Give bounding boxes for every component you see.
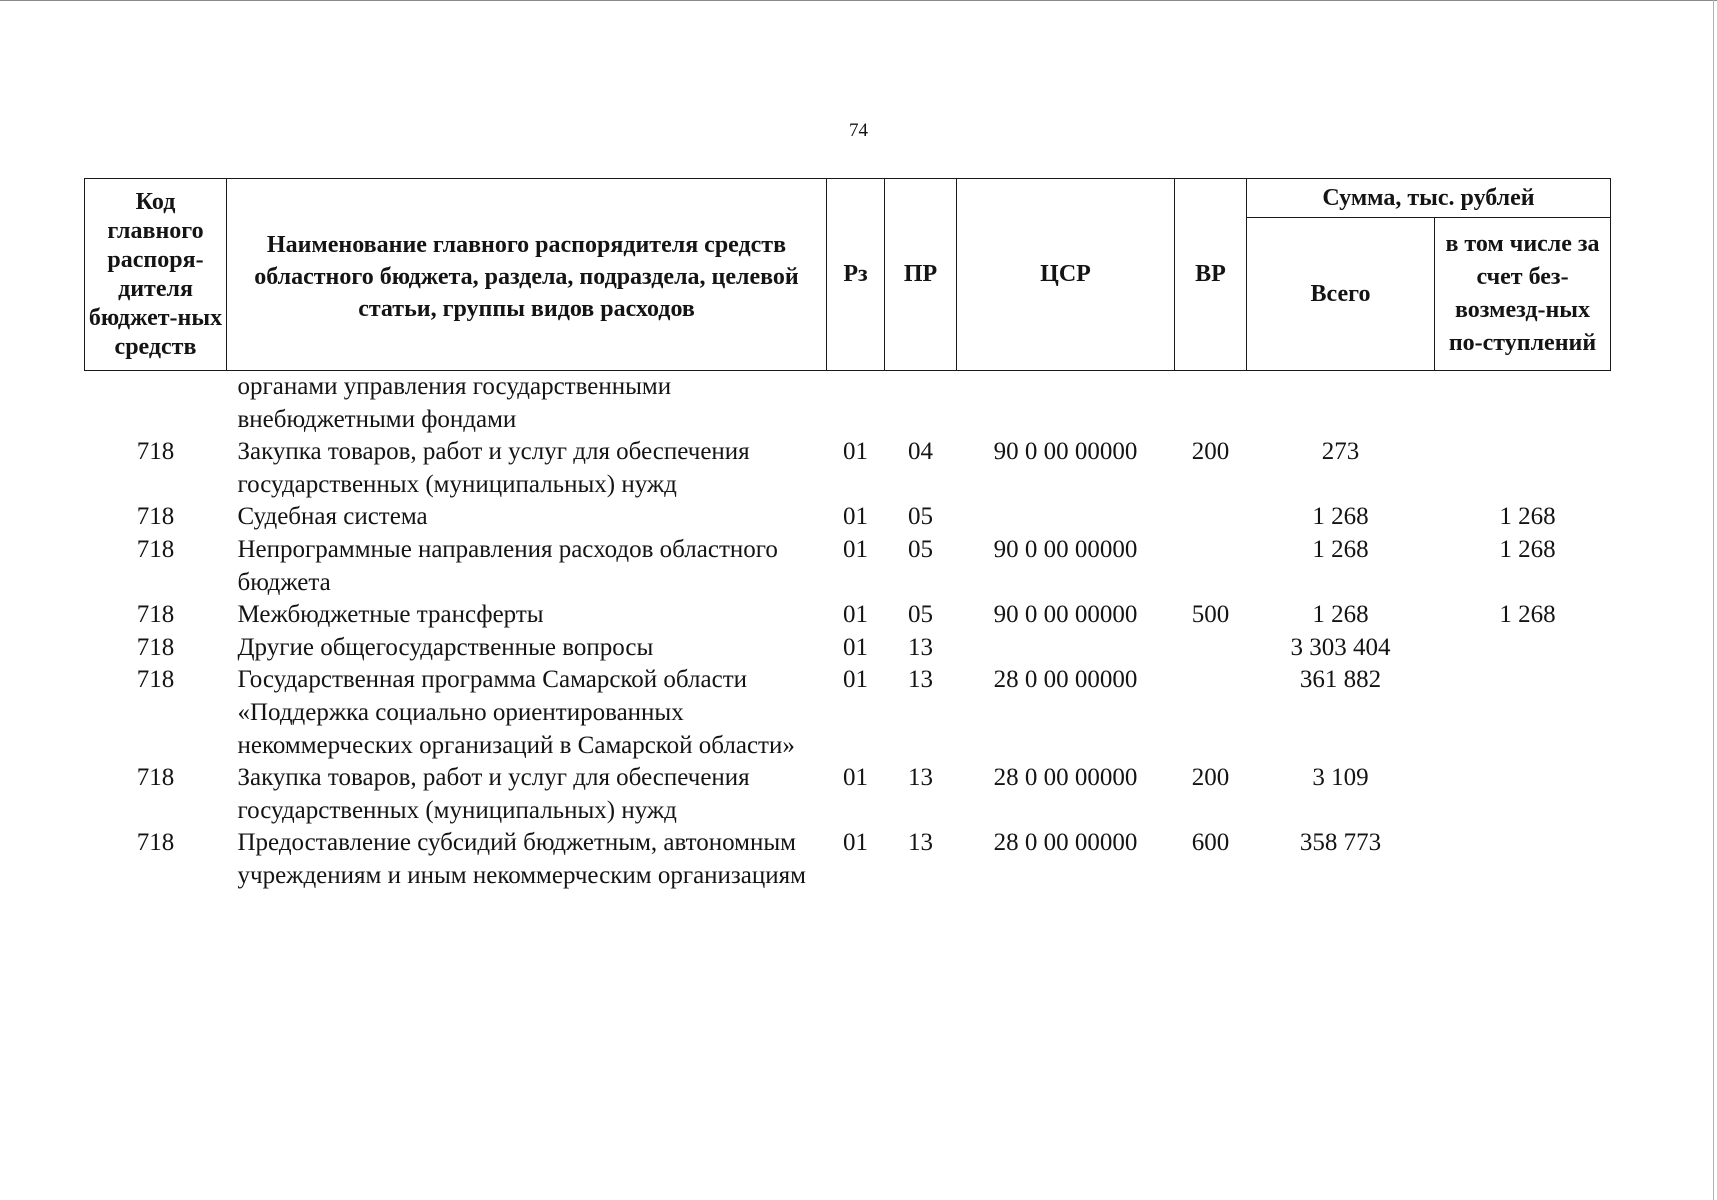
budget-table — [84, 178, 1611, 893]
cell-pr: 05 — [908, 601, 933, 629]
cell-rz: 01 — [843, 503, 868, 531]
cell-free: 1 268 — [1499, 535, 1556, 563]
cell-pr: 13 — [908, 633, 933, 661]
cell-free: 1 268 — [1499, 601, 1556, 629]
cell-code: 718 — [136, 764, 175, 792]
cell-total: 3 303 404 — [1290, 633, 1391, 661]
header-rz: Рз — [827, 179, 885, 371]
cell-rz — [827, 371, 885, 437]
cell-rz: 01 — [843, 666, 868, 694]
cell-rz: 01 — [843, 764, 868, 792]
cell-rz: 01 — [843, 438, 868, 466]
cell-pr: 04 — [908, 438, 933, 466]
header-csr: ЦСР — [957, 179, 1175, 371]
table-row — [85, 827, 1611, 892]
header-name: Наименование главного распорядителя средств областного бюджета, раздела, подраздела, целевой статьи, группы видов расходов — [227, 179, 827, 371]
cell-name: Государственная программа Самарской области «Поддержка социально ориентированных некоммерческих организаций в Самарской области» — [237, 666, 795, 759]
cell-free — [1435, 762, 1611, 827]
cell-vr — [1175, 664, 1247, 762]
table-row — [85, 534, 1611, 599]
cell-pr: 13 — [908, 666, 933, 694]
header-incl-free: в том числе за счет без-возмезд-ных по-ступлений — [1435, 218, 1611, 371]
header-total: Всего — [1247, 218, 1435, 371]
cell-code: 718 — [136, 633, 175, 661]
table-row — [85, 436, 1611, 501]
cell-vr: 600 — [1191, 829, 1230, 857]
cell-csr: 28 0 00 00000 — [993, 764, 1138, 792]
cell-code: 718 — [136, 535, 175, 563]
cell-pr: 05 — [908, 503, 933, 531]
cell-pr: 13 — [908, 829, 933, 857]
header-pr: ПР — [885, 179, 957, 371]
cell-total: 358 773 — [1299, 829, 1382, 857]
cell-code: 718 — [136, 438, 175, 466]
cell-csr: 90 0 00 00000 — [993, 535, 1138, 563]
cell-free: 1 268 — [1499, 503, 1556, 531]
cell-vr — [1175, 371, 1247, 437]
cell-name: Закупка товаров, работ и услуг для обеспечения государственных (муниципальных) нужд — [237, 764, 750, 824]
table-row — [85, 664, 1611, 762]
cell-csr — [957, 501, 1175, 534]
cell-code: 718 — [136, 601, 175, 629]
cell-free — [1435, 632, 1611, 665]
cell-pr — [885, 371, 957, 437]
table-row — [85, 762, 1611, 827]
cell-pr: 05 — [908, 535, 933, 563]
cell-name: Предоставление субсидий бюджетным, автономным учреждениям и иным некоммерческим организациям — [237, 829, 806, 889]
cell-vr: 200 — [1191, 764, 1230, 792]
cell-vr — [1175, 632, 1247, 665]
cell-name: Судебная система — [237, 503, 428, 531]
cell-name: Непрограммные направления расходов областного бюджета — [237, 535, 778, 596]
page-number: 74 — [849, 120, 868, 141]
cell-total: 361 882 — [1299, 666, 1382, 694]
header-sum-group: Сумма, тыс. рублей — [1247, 179, 1611, 218]
table-row — [85, 599, 1611, 632]
cell-csr: 90 0 00 00000 — [993, 601, 1138, 629]
cell-name: Закупка товаров, работ и услуг для обеспечения государственных (муниципальных) нужд — [237, 438, 750, 498]
cell-name: Межбюджетные трансферты — [237, 601, 544, 629]
cell-total: 1 268 — [1312, 601, 1369, 629]
cell-name: органами управления государственными внебюджетными фондами — [237, 373, 672, 433]
cell-vr: 500 — [1191, 601, 1230, 629]
cell-csr: 90 0 00 00000 — [993, 438, 1138, 466]
cell-vr — [1175, 501, 1247, 534]
cell-free — [1435, 664, 1611, 762]
cell-total: 273 — [1321, 438, 1360, 466]
cell-name: Другие общегосударственные вопросы — [237, 633, 654, 661]
cell-total: 1 268 — [1312, 535, 1369, 563]
cell-total — [1247, 371, 1435, 437]
cell-rz: 01 — [843, 601, 868, 629]
cell-code: 718 — [136, 503, 175, 531]
cell-total: 1 268 — [1312, 503, 1369, 531]
scan-right-edge — [1713, 0, 1714, 1200]
cell-rz: 01 — [843, 535, 868, 563]
cell-csr — [957, 632, 1175, 665]
table-row — [85, 632, 1611, 665]
cell-pr: 13 — [908, 764, 933, 792]
cell-code — [85, 371, 227, 437]
table-row — [85, 371, 1611, 437]
table-row — [85, 501, 1611, 534]
cell-code: 718 — [136, 666, 175, 694]
cell-code: 718 — [136, 829, 175, 857]
cell-csr: 28 0 00 00000 — [993, 829, 1138, 857]
header-code: Код главного распоря-дителя бюджет-ных средств — [85, 179, 227, 371]
cell-vr: 200 — [1191, 438, 1230, 466]
cell-rz: 01 — [843, 829, 868, 857]
cell-csr — [957, 371, 1175, 437]
cell-vr — [1175, 534, 1247, 599]
cell-total: 3 109 — [1312, 764, 1369, 792]
cell-rz: 01 — [843, 633, 868, 661]
cell-csr: 28 0 00 00000 — [993, 666, 1138, 694]
header-vr: ВР — [1175, 179, 1247, 371]
scan-top-edge — [0, 0, 1717, 1]
cell-free — [1435, 827, 1611, 892]
cell-free — [1435, 436, 1611, 501]
cell-free — [1435, 371, 1611, 437]
